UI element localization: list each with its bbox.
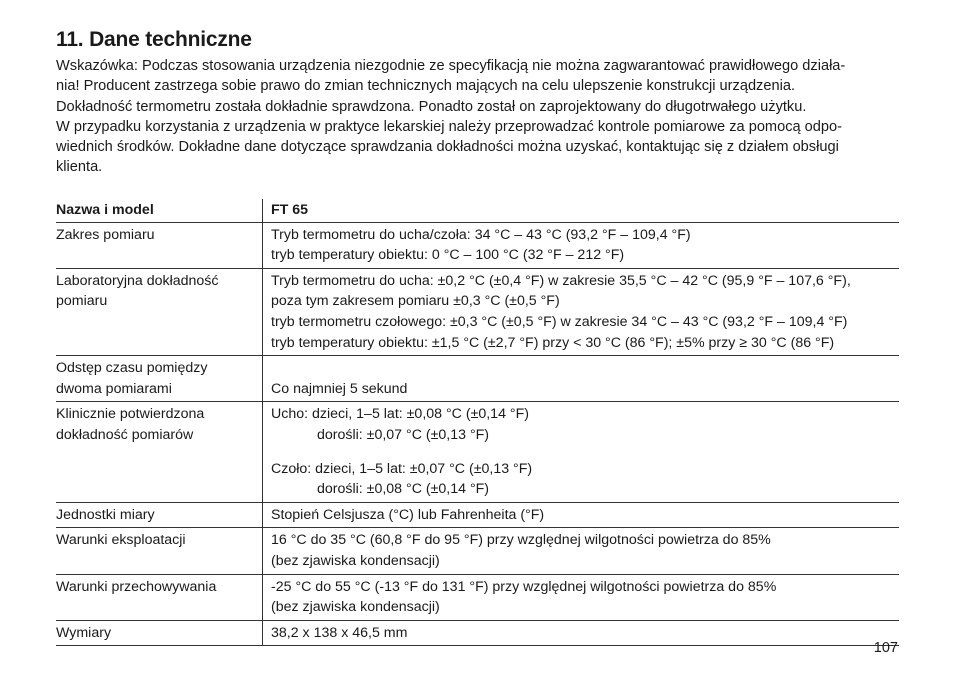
intro-text	[56, 56, 901, 178]
label-line: Zakres pomiaru	[56, 226, 155, 243]
intro-line: Dokładność termometru została dokładnie sprawdzona. Ponadto został on zaprojektowany do długotrwałego użytku.	[56, 98, 807, 115]
page-number: 107	[873, 640, 898, 656]
spacer	[271, 446, 899, 459]
row-value	[263, 574, 900, 620]
row-value	[263, 268, 900, 355]
intro-line: wiednich środków. Dokładne dane dotyczące sprawdzania dokładności można uzyskać, kontaktując się z działem obsługi	[56, 139, 839, 156]
label-line: dwoma pomiarami	[56, 380, 172, 397]
row-value	[263, 528, 900, 574]
label-line: Odstęp czasu pomiędzy	[56, 360, 208, 377]
table-row	[56, 574, 899, 620]
value-line: Tryb termometru do ucha: ±0,2 °C (±0,4 °F) w zakresie 35,5 °C – 42 °C (95,9 °F – 107,6 °F),	[271, 272, 851, 289]
value-line: (bez zjawiska kondensacji)	[271, 599, 440, 616]
spec-table	[56, 199, 899, 646]
value-line: (bez zjawiska kondensacji)	[271, 552, 440, 569]
table-row	[56, 402, 899, 502]
table-row	[56, 356, 899, 402]
label-line: Wymiary	[56, 624, 112, 641]
label-line: Klinicznie potwierdzona	[56, 406, 205, 423]
row-value	[263, 222, 900, 268]
value-line	[271, 358, 899, 379]
label-line: dokładność pomiarów	[56, 426, 194, 443]
page-title: 11. Dane techniczne	[56, 28, 252, 51]
intro-line: klienta.	[56, 159, 103, 176]
value-line: 38,2 x 138 x 46,5 mm	[271, 624, 408, 641]
row-label	[56, 502, 263, 528]
row-value	[263, 620, 900, 646]
row-value	[263, 356, 900, 402]
table-row	[56, 528, 899, 574]
value-line: Ucho: dzieci, 1–5 lat: ±0,08 °C (±0,14 °F)	[271, 406, 529, 423]
value-line: -25 °C do 55 °C (-13 °F do 131 °F) przy względnej wilgotności powietrza do 85%	[271, 578, 777, 595]
row-value	[263, 502, 900, 528]
label-line: Laboratoryjna dokładność	[56, 272, 219, 289]
value-line: Co najmniej 5 sekund	[271, 380, 408, 397]
table-row	[56, 222, 899, 268]
value-line: tryb temperatury obiektu: 0 °C – 100 °C (32 °F – 212 °F)	[271, 247, 625, 264]
value-line: dorośli: ±0,08 °C (±0,14 °F)	[317, 481, 490, 498]
row-label	[56, 528, 263, 574]
value-line: poza tym zakresem pomiaru ±0,3 °C (±0,5 °F)	[271, 293, 560, 310]
label-line: pomiaru	[56, 293, 108, 310]
row-label	[56, 222, 263, 268]
label-line: Jednostki miary	[56, 506, 155, 523]
value-line: dorośli: ±0,07 °C (±0,13 °F)	[317, 426, 490, 443]
value-line: Tryb termometru do ucha/czoła: 34 °C – 43 °C (93,2 °F – 109,4 °F)	[271, 226, 691, 243]
row-label	[56, 268, 263, 355]
table-header-row	[56, 199, 899, 222]
row-label	[56, 402, 263, 502]
row-label	[56, 620, 263, 646]
row-label	[56, 574, 263, 620]
row-label	[56, 356, 263, 402]
intro-line: Wskazówka: Podczas stosowania urządzenia niezgodnie ze specyfikacją nie można zagwarantować prawidłowego działa-	[56, 58, 846, 74]
table-row	[56, 268, 899, 355]
value-line: tryb temperatury obiektu: ±1,5 °C (±2,7 °F) przy < 30 °C (86 °F); ±5% przy ≥ 30 °C (86 °F)	[271, 334, 835, 351]
header-value: FT 65	[263, 199, 900, 222]
intro-line: nia! Producent zastrzega sobie prawo do zmian technicznych mających na celu ulepszenie konstrukcji urządzenia.	[56, 78, 796, 95]
value-line: Czoło: dzieci, 1–5 lat: ±0,07 °C (±0,13 °F)	[271, 460, 533, 477]
table-row	[56, 502, 899, 528]
label-line: Warunki eksploatacji	[56, 532, 186, 549]
intro-line: W przypadku korzystania z urządzenia w praktyce lekarskiej należy przeprowadzać kontrole pomiarowe za pomocą odpo-	[56, 118, 842, 135]
row-value	[263, 402, 900, 502]
table-row	[56, 620, 899, 646]
value-line: Stopień Celsjusza (°C) lub Fahrenheita (°F)	[271, 506, 545, 523]
value-line: 16 °C do 35 °C (60,8 °F do 95 °F) przy względnej wilgotności powietrza do 85%	[271, 532, 771, 549]
value-line: tryb termometru czołowego: ±0,3 °C (±0,5 °F) w zakresie 34 °C – 43 °C (93,2 °F – 109,4 °F)	[271, 313, 848, 330]
header-label: Nazwa i model	[56, 199, 263, 222]
label-line: Warunki przechowywania	[56, 578, 217, 595]
